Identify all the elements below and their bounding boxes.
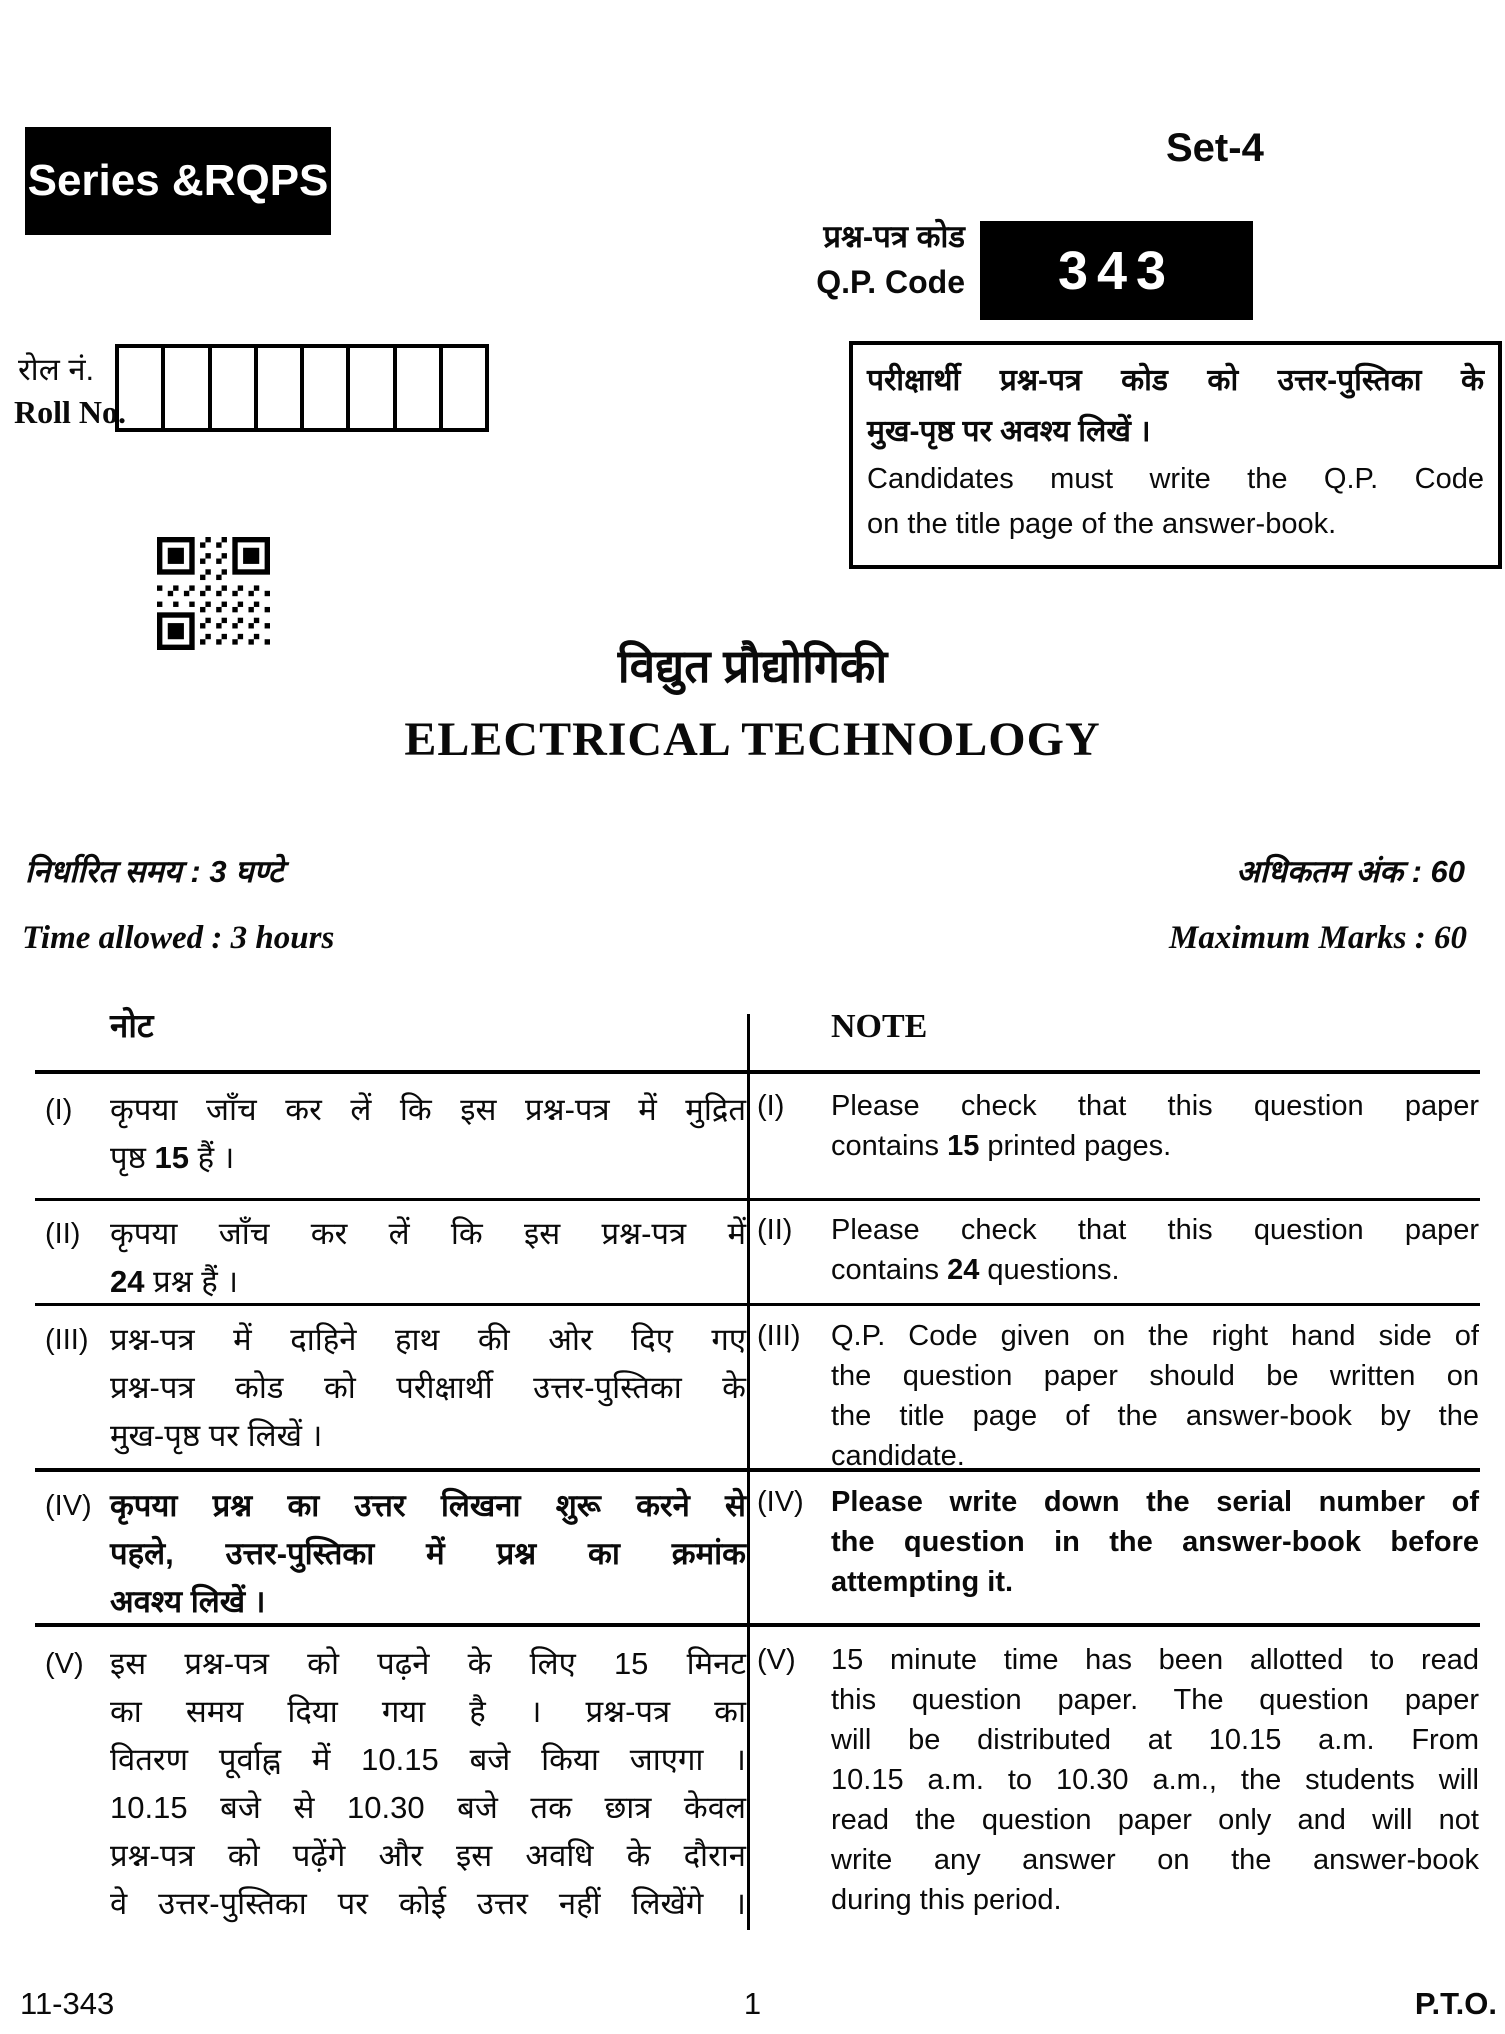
roll-digit-cell xyxy=(443,348,485,428)
candidate-instruction-line: Candidates must write the Q.P. Code xyxy=(867,463,1484,495)
candidate-instruction-box xyxy=(849,341,1502,569)
roll-digit-cell xyxy=(397,348,443,428)
max-marks-hindi: अधिकतम अंक : 60 xyxy=(1236,854,1465,889)
note-line: contains 15 printed pages. xyxy=(831,1130,1172,1162)
notes-header-english: NOTE xyxy=(831,1008,928,1045)
note-text-english xyxy=(831,1482,1479,1602)
notes-table-rule xyxy=(35,1198,1480,1201)
footer-pto: P.T.O. xyxy=(1414,1986,1497,2021)
note-text-hindi xyxy=(110,1482,746,1626)
time-allowed-hindi: निर्धारित समय : 3 घण्टे xyxy=(25,854,284,889)
qp-code-box xyxy=(980,221,1253,320)
roll-digit-cell xyxy=(165,348,211,428)
note-text-hindi xyxy=(110,1086,746,1182)
qp-code-label-hindi: प्रश्न-पत्र कोड xyxy=(823,219,965,254)
note-line: 10.15 बजे से 10.30 बजे तक छात्र केवल xyxy=(110,1790,746,1825)
note-number-english: (I) xyxy=(757,1090,785,1122)
note-number-english: (III) xyxy=(757,1320,801,1352)
note-number-hindi: (II) xyxy=(45,1218,81,1250)
note-line: Q.P. Code given on the right hand side of xyxy=(831,1320,1479,1352)
note-text-hindi xyxy=(110,1316,746,1460)
candidate-instruction-line: on the title page of the answer-book. xyxy=(867,508,1337,540)
roll-digit-cell xyxy=(258,348,304,428)
note-text-hindi xyxy=(110,1640,746,1928)
note-line: कृपया जाँच कर लें कि इस प्रश्न-पत्र में मुद्रित xyxy=(110,1092,746,1127)
note-line: का समय दिया गया है । प्रश्न-पत्र का xyxy=(110,1694,746,1729)
roll-label-english: Roll No. xyxy=(14,394,126,430)
note-number-hindi: (III) xyxy=(45,1324,89,1356)
paper-title-english: ELECTRICAL TECHNOLOGY xyxy=(404,713,1101,766)
note-line: contains 24 questions. xyxy=(831,1254,1120,1286)
note-line: the question in the answer-book before xyxy=(831,1526,1479,1558)
note-line: कृपया प्रश्न का उत्तर लिखना शुरू करने से xyxy=(110,1488,746,1523)
note-number-hindi: (IV) xyxy=(45,1490,92,1522)
note-line: प्रश्न-पत्र कोड को परीक्षार्थी उत्तर-पुस्तिका के xyxy=(110,1370,746,1405)
note-line: 24 प्रश्न हैं । xyxy=(110,1264,239,1299)
qp-code-label-english: Q.P. Code xyxy=(816,264,965,300)
note-line: during this period. xyxy=(831,1884,1062,1916)
note-line: 10.15 a.m. to 10.30 a.m., the students will xyxy=(831,1764,1479,1796)
note-line: वे उत्तर-पुस्तिका पर कोई उत्तर नहीं लिखेंगे । xyxy=(110,1886,746,1921)
note-line: कृपया जाँच कर लें कि इस प्रश्न-पत्र में xyxy=(110,1216,746,1251)
notes-table-vertical-divider xyxy=(747,1014,750,1930)
footer-paper-code: 11-343 xyxy=(20,1986,115,2021)
note-text-hindi xyxy=(110,1210,746,1306)
note-number-english: (IV) xyxy=(757,1486,804,1518)
note-text-english xyxy=(831,1316,1479,1476)
note-line: पृष्ठ 15 हैं । xyxy=(110,1140,235,1175)
roll-digit-cell xyxy=(212,348,258,428)
note-line: write any answer on the answer-book xyxy=(831,1844,1479,1876)
note-line: Please write down the serial number of xyxy=(831,1486,1479,1518)
candidate-instruction-line: मुख-पृष्ठ पर अवश्य लिखें । xyxy=(867,415,1151,448)
qp-code-value: 343 xyxy=(1057,240,1176,301)
notes-header-hindi: नोट xyxy=(110,1007,154,1044)
note-line: this question paper. The question paper xyxy=(831,1684,1479,1716)
note-number-hindi: (I) xyxy=(45,1094,73,1126)
note-line: प्रश्न-पत्र में दाहिने हाथ की ओर दिए गए xyxy=(110,1322,746,1357)
series-box xyxy=(25,127,331,235)
note-line: Please check that this question paper xyxy=(831,1090,1479,1122)
note-number-hindi: (V) xyxy=(45,1648,84,1680)
note-line: प्रश्न-पत्र को पढ़ेंगे और इस अवधि के दौरान xyxy=(110,1838,746,1873)
note-number-english: (II) xyxy=(757,1214,793,1246)
note-line: will be distributed at 10.15 a.m. From xyxy=(831,1724,1479,1756)
note-text-english xyxy=(831,1210,1479,1290)
note-line: attempting it. xyxy=(831,1566,1014,1598)
roll-digit-cell xyxy=(350,348,396,428)
paper-title-hindi: विद्युत प्रौद्योगिकी xyxy=(617,640,888,692)
note-line: 15 minute time has been allotted to read xyxy=(831,1644,1479,1676)
note-line: अवश्य लिखें । xyxy=(110,1584,266,1619)
note-text-english xyxy=(831,1086,1479,1166)
series-label: Series &RQPS xyxy=(27,156,329,205)
qp-code-label xyxy=(700,214,965,305)
note-line: वितरण पूर्वाह्न में 10.15 बजे किया जाएगा । xyxy=(110,1742,746,1777)
candidate-instruction-line: परीक्षार्थी प्रश्न-पत्र कोड को उत्तर-पुस्तिका के xyxy=(867,364,1484,397)
note-line: the title page of the answer-book by the xyxy=(831,1400,1479,1432)
note-line: candidate. xyxy=(831,1440,965,1472)
roll-digit-cell xyxy=(304,348,350,428)
note-line: Please check that this question paper xyxy=(831,1214,1479,1246)
note-line: the question paper should be written on xyxy=(831,1360,1479,1392)
note-text-english xyxy=(831,1640,1479,1920)
note-line: इस प्रश्न-पत्र को पढ़ने के लिए 15 मिनट xyxy=(110,1646,746,1681)
time-allowed-english: Time allowed : 3 hours xyxy=(22,920,335,956)
note-number-english: (V) xyxy=(757,1644,796,1676)
note-line: मुख-पृष्ठ पर लिखें । xyxy=(110,1418,323,1453)
roll-label-hindi: रोल नं. xyxy=(18,352,95,387)
roll-number-grid xyxy=(115,344,489,432)
note-line: पहले, उत्तर-पुस्तिका में प्रश्न का क्रमांक xyxy=(110,1536,746,1571)
note-line: read the question paper only and will not xyxy=(831,1804,1479,1836)
roll-digit-cell xyxy=(119,348,165,428)
notes-table-rule xyxy=(35,1070,1480,1074)
max-marks-english: Maximum Marks : 60 xyxy=(1169,920,1467,956)
footer-page-number: 1 xyxy=(743,1986,762,2021)
set-label: Set-4 xyxy=(1166,126,1264,170)
